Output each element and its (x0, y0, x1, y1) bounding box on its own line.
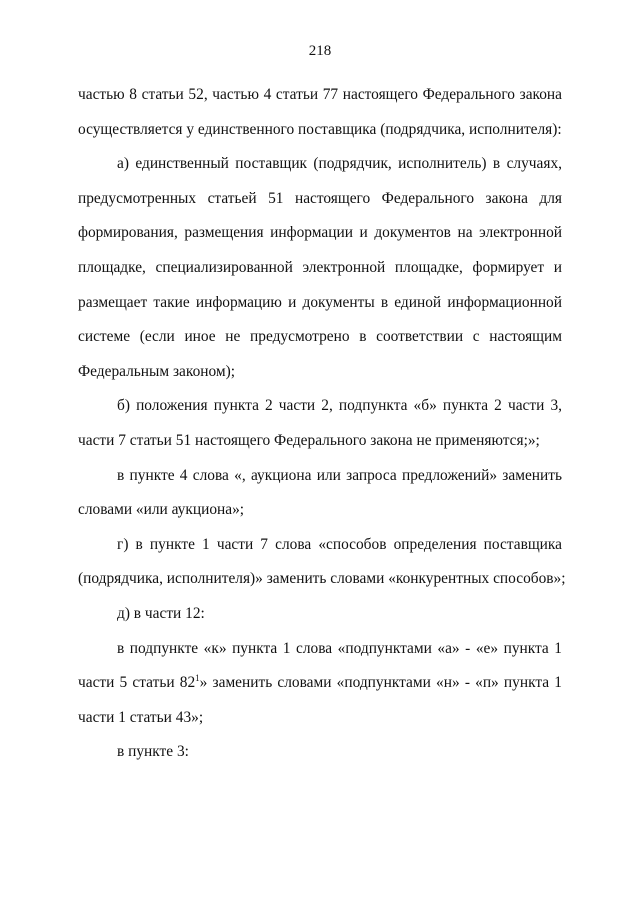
paragraph-item-a (78, 147, 562, 389)
text-fragment: » заменить словами «подпунктами «н» - «п» пункта 1 (199, 674, 562, 692)
text-line: частью 8 статьи 52, частью 4 статьи 77 настоящего Федерального закона (78, 86, 562, 103)
text-line: в подпункте «к» пункта 1 слова «подпунктами «а» - «е» пункта 1 (117, 639, 562, 657)
text-line: в пункте 3: (117, 743, 189, 761)
text-line: г) в пункте 1 части 7 слова «способов определения поставщика (117, 535, 562, 553)
text-line: предусмотренных статьей 51 настоящего Федерального закона для (78, 189, 562, 207)
text-line: словами «или аукциона»; (78, 501, 245, 519)
text-line: системе (если иное не предусмотрено в соответствии с настоящим (78, 328, 562, 346)
paragraph-subitem-k (78, 632, 562, 736)
paragraph-intro (78, 78, 562, 147)
document-body (78, 78, 566, 770)
text-line: части 7 статьи 51 настоящего Федерального закона не применяются;»; (78, 431, 540, 449)
page-number: 218 (308, 43, 332, 59)
text-line: размещает такие информацию и документы в единой информационной (78, 293, 562, 311)
text-line: (подрядчика, исполнителя)» заменить словами «конкурентных способов»; (78, 570, 566, 588)
text-line: в пункте 4 слова «, аукциона или запроса предложений» заменить (117, 466, 562, 484)
paragraph-point-3 (78, 735, 562, 770)
paragraph-item-b (78, 389, 562, 458)
text-line: а) единственный поставщик (подрядчик, исполнитель) в случаях, (117, 155, 562, 173)
superscript: 1 (195, 673, 200, 684)
paragraph-item-d (78, 597, 562, 632)
text-line: части 1 статьи 43»; (78, 708, 204, 726)
text-line: б) положения пункта 2 части 2, подпункта «б» пункта 2 части 3, (117, 397, 562, 415)
text-line: Федеральным законом); (78, 362, 236, 380)
paragraph-item-v (78, 459, 562, 528)
text-line: д) в части 12: (117, 604, 205, 622)
text-line (78, 666, 562, 701)
text-line: формирования, размещения информации и документов на электронной (78, 224, 562, 242)
text-fragment: части 5 статьи 82 (78, 674, 196, 692)
text-line: осуществляется у единственного поставщика (подрядчика, исполнителя): (78, 120, 562, 138)
text-line: площадке, специализированной электронной площадке, формирует и (78, 258, 562, 276)
paragraph-item-g (78, 528, 566, 597)
